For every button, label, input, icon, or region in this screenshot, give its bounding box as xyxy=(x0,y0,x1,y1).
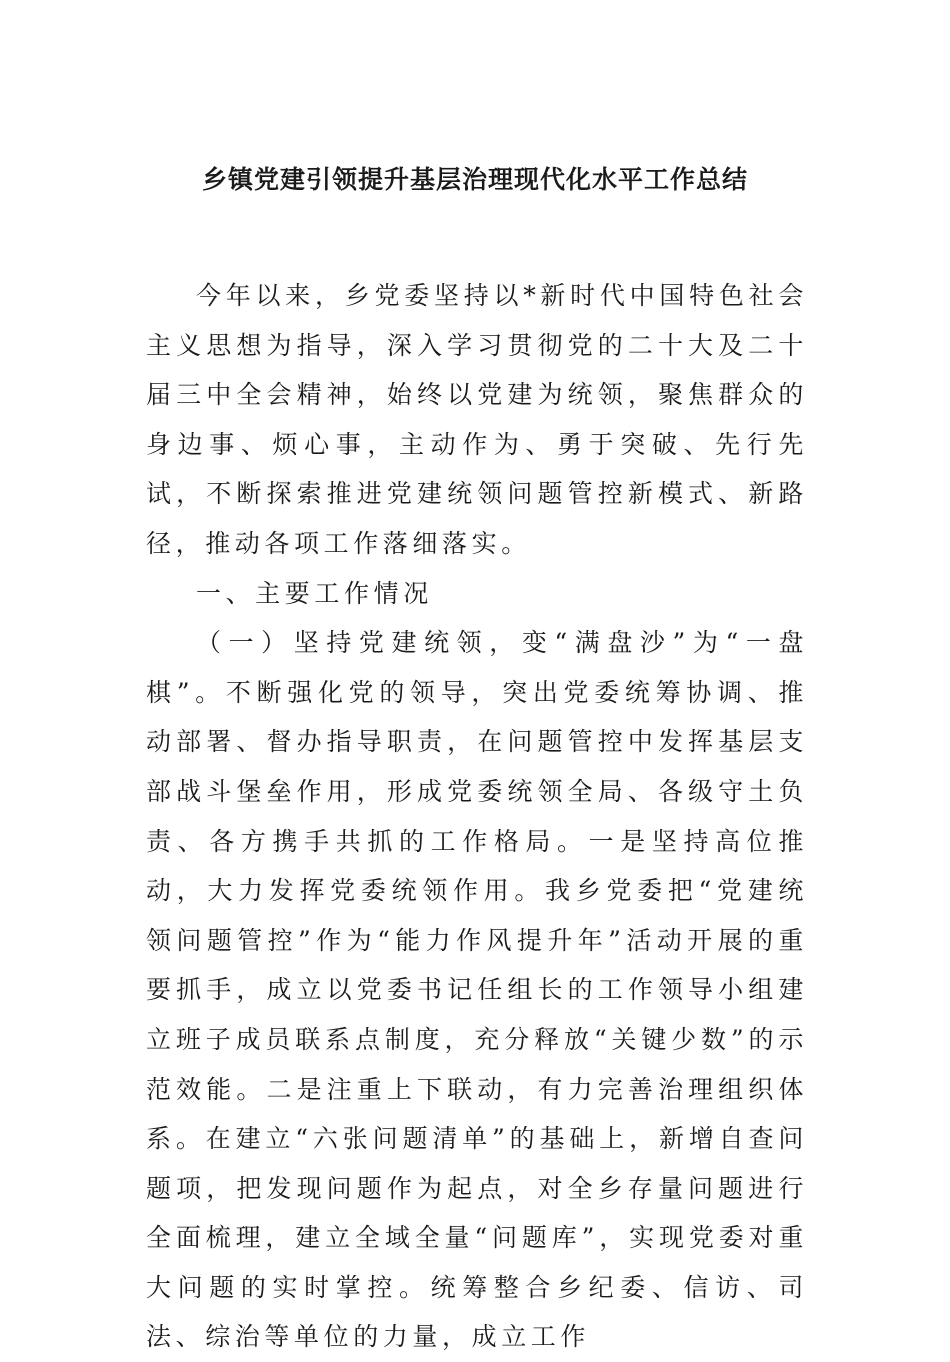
section-heading: 一、主要工作情况 xyxy=(196,578,433,608)
subsection-paragraph: （一）坚持党建统领，变“满盘沙”为“一盘棋”。不断强化党的领导，突出党委统筹协调、推动部署、督办指导职责，在问题管控中发挥基层支部战斗堡垒作用，形成党委统领全局、各级守土负责、各方携手共抓的工作格局。一是坚持高位推动，大力发挥党委统领作用。我乡党委把“党建统领问题管控”作为“能力作风提升年”活动开展的重要抓手，成立以党委书记任组长的工作领导小组建立班子成员联系点制度，充分释放“关键少数”的示范效能。二是注重上下联动，有力完善治理组织体系。在建立“六张问题清单”的基础上，新增自查问题项，把发现问题作为起点，对全乡存量问题进行全面梳理，建立全域全量“问题库”，实现党委对重大问题的实时掌控。统筹整合乡纪委、信访、司法、综治等单位的力量，成立工作 xyxy=(146,628,808,1352)
document-title: 乡镇党建引领提升基层治理现代化水平工作总结 xyxy=(201,165,748,194)
document-body xyxy=(146,271,808,1362)
intro-paragraph: 今年以来，乡党委坚持以*新时代中国特色社会主义思想为指导，深入学习贯彻党的二十大及二十届三中全会精神，始终以党建为统领，聚焦群众的身边事、烦心事，主动作为、勇于突破、先行先试，不断探索推进党建统领问题管控新模式、新路径，推动各项工作落细落实。 xyxy=(146,281,808,558)
